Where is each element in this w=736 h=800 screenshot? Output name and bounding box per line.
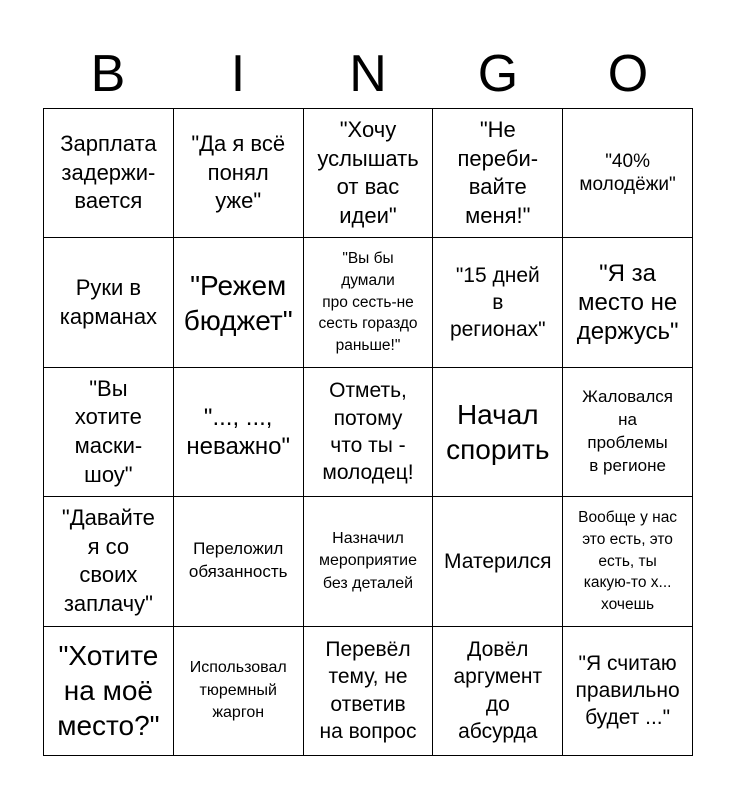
bingo-cell-r1-c3[interactable]: "Хочу услышать от вас идеи"	[304, 109, 434, 238]
bingo-cell-r3-c2[interactable]: "..., ..., неважно"	[174, 368, 304, 497]
bingo-cell-r4-c4[interactable]: Матерился	[433, 497, 563, 626]
bingo-cell-r1-c4[interactable]: "Не переби- вайте меня!"	[433, 109, 563, 238]
bingo-cell-r4-c5[interactable]: Вообще у нас это есть, это есть, ты какую-то х... хочешь	[563, 497, 693, 626]
header-letter-o: O	[607, 45, 649, 103]
header-letter-n: N	[349, 45, 387, 103]
bingo-cell-r2-c5[interactable]: "Я за место не держусь"	[563, 238, 693, 367]
bingo-cell-r2-c3[interactable]: "Вы бы думали про сесть-не сесть гораздо раньше!"	[304, 238, 434, 367]
bingo-cell-r5-c4[interactable]: Довёл аргумент до абсурда	[433, 627, 563, 756]
bingo-cell-r3-c5[interactable]: Жаловался на проблемы в регионе	[563, 368, 693, 497]
bingo-cell-r5-c1[interactable]: "Хотите на моё место?"	[44, 627, 174, 756]
bingo-cell-r5-c3[interactable]: Перевёл тему, не ответив на вопрос	[304, 627, 434, 756]
bingo-cell-r5-c5[interactable]: "Я считаю правильно будет ..."	[563, 627, 693, 756]
bingo-cell-r4-c1[interactable]: "Давайте я со своих заплачу"	[44, 497, 174, 626]
bingo-cell-r5-c2[interactable]: Использовал тюремный жаргон	[174, 627, 304, 756]
bingo-cell-r4-c2[interactable]: Переложил обязанность	[174, 497, 304, 626]
bingo-cell-r2-c1[interactable]: Руки в карманах	[44, 238, 174, 367]
bingo-cell-r2-c4[interactable]: "15 дней в регионах"	[433, 238, 563, 367]
bingo-header	[43, 40, 693, 108]
bingo-cell-r1-c1[interactable]: Зарплата задержи- вается	[44, 109, 174, 238]
header-letter-g: G	[477, 45, 519, 103]
bingo-cell-r1-c2[interactable]: "Да я всё понял уже"	[174, 109, 304, 238]
bingo-grid	[43, 108, 693, 756]
bingo-cell-r3-c4[interactable]: Начал спорить	[433, 368, 563, 497]
bingo-cell-r3-c3[interactable]: Отметь, потому что ты - молодец!	[304, 368, 434, 497]
bingo-cell-r1-c5[interactable]: "40% молодёжи"	[563, 109, 693, 238]
bingo-cell-r3-c1[interactable]: "Вы хотите маски- шоу"	[44, 368, 174, 497]
bingo-cell-r2-c2[interactable]: "Режем бюджет"	[174, 238, 304, 367]
header-letter-b: B	[90, 45, 126, 103]
header-letter-i: I	[230, 45, 246, 103]
bingo-cell-r4-c3[interactable]: Назначил мероприятие без деталей	[304, 497, 434, 626]
